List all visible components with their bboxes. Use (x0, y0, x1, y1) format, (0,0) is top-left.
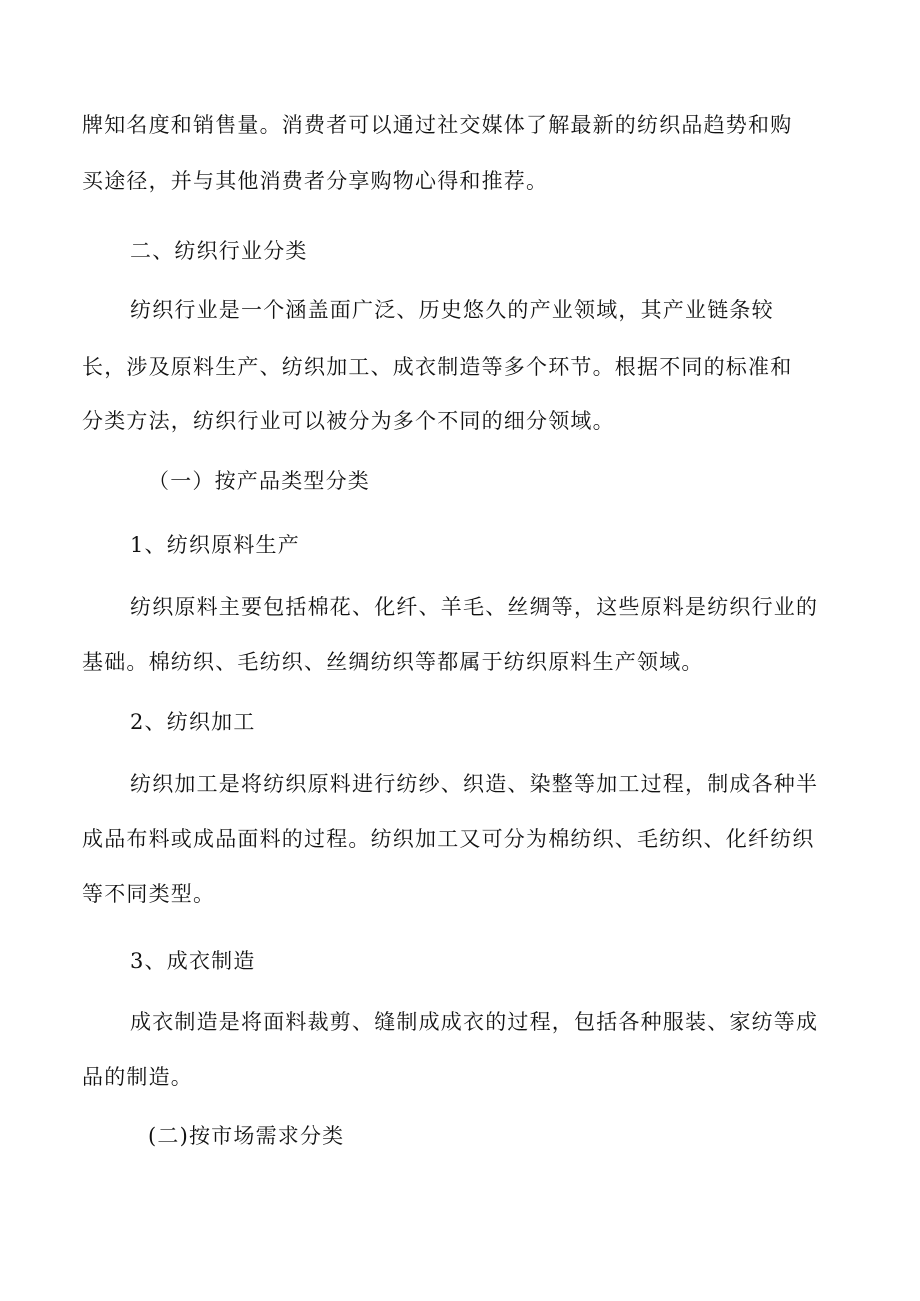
paragraph-line: 等不同类型。 (82, 882, 216, 906)
subsection-heading: （一）按产品类型分类 (148, 469, 370, 493)
paragraph-line: 品的制造。 (82, 1065, 193, 1089)
item-heading: 1、纺织原料生产 (130, 533, 300, 557)
paragraph-line: 牌知名度和销售量。消费者可以通过社交媒体了解最新的纺织品趋势和购 (82, 113, 793, 137)
paragraph-line: 买途径，并与其他消费者分享购物心得和推荐。 (82, 169, 549, 193)
paragraph-line: 成衣制造是将面料裁剪、缝制成成衣的过程，包括各种服装、家纺等成 (130, 1010, 819, 1034)
item-heading: 2、纺织加工 (130, 710, 256, 734)
paragraph-line: 纺织加工是将纺织原料进行纺纱、织造、染整等加工过程，制成各种半 (130, 772, 819, 796)
paragraph-line: 长，涉及原料生产、纺织加工、成衣制造等多个环节。根据不同的标准和 (82, 355, 793, 379)
paragraph-line: 基础。棉纺织、毛纺织、丝绸纺织等都属于纺织原料生产领域。 (82, 650, 704, 674)
section-heading: 二、纺织行业分类 (130, 239, 308, 263)
subsection-heading: (二)按市场需求分类 (148, 1124, 345, 1148)
paragraph-line: 纺织原料主要包括棉花、化纤、羊毛、丝绸等，这些原料是纺织行业的 (130, 595, 819, 619)
paragraph-line: 分类方法，纺织行业可以被分为多个不同的细分领域。 (82, 409, 615, 433)
paragraph-line: 成品布料或成品面料的过程。纺织加工又可分为棉纺织、毛纺织、化纤纺织 (82, 827, 815, 851)
paragraph-line: 纺织行业是一个涵盖面广泛、历史悠久的产业领域，其产业链条较 (130, 298, 774, 322)
item-heading: 3、成衣制造 (130, 949, 256, 973)
